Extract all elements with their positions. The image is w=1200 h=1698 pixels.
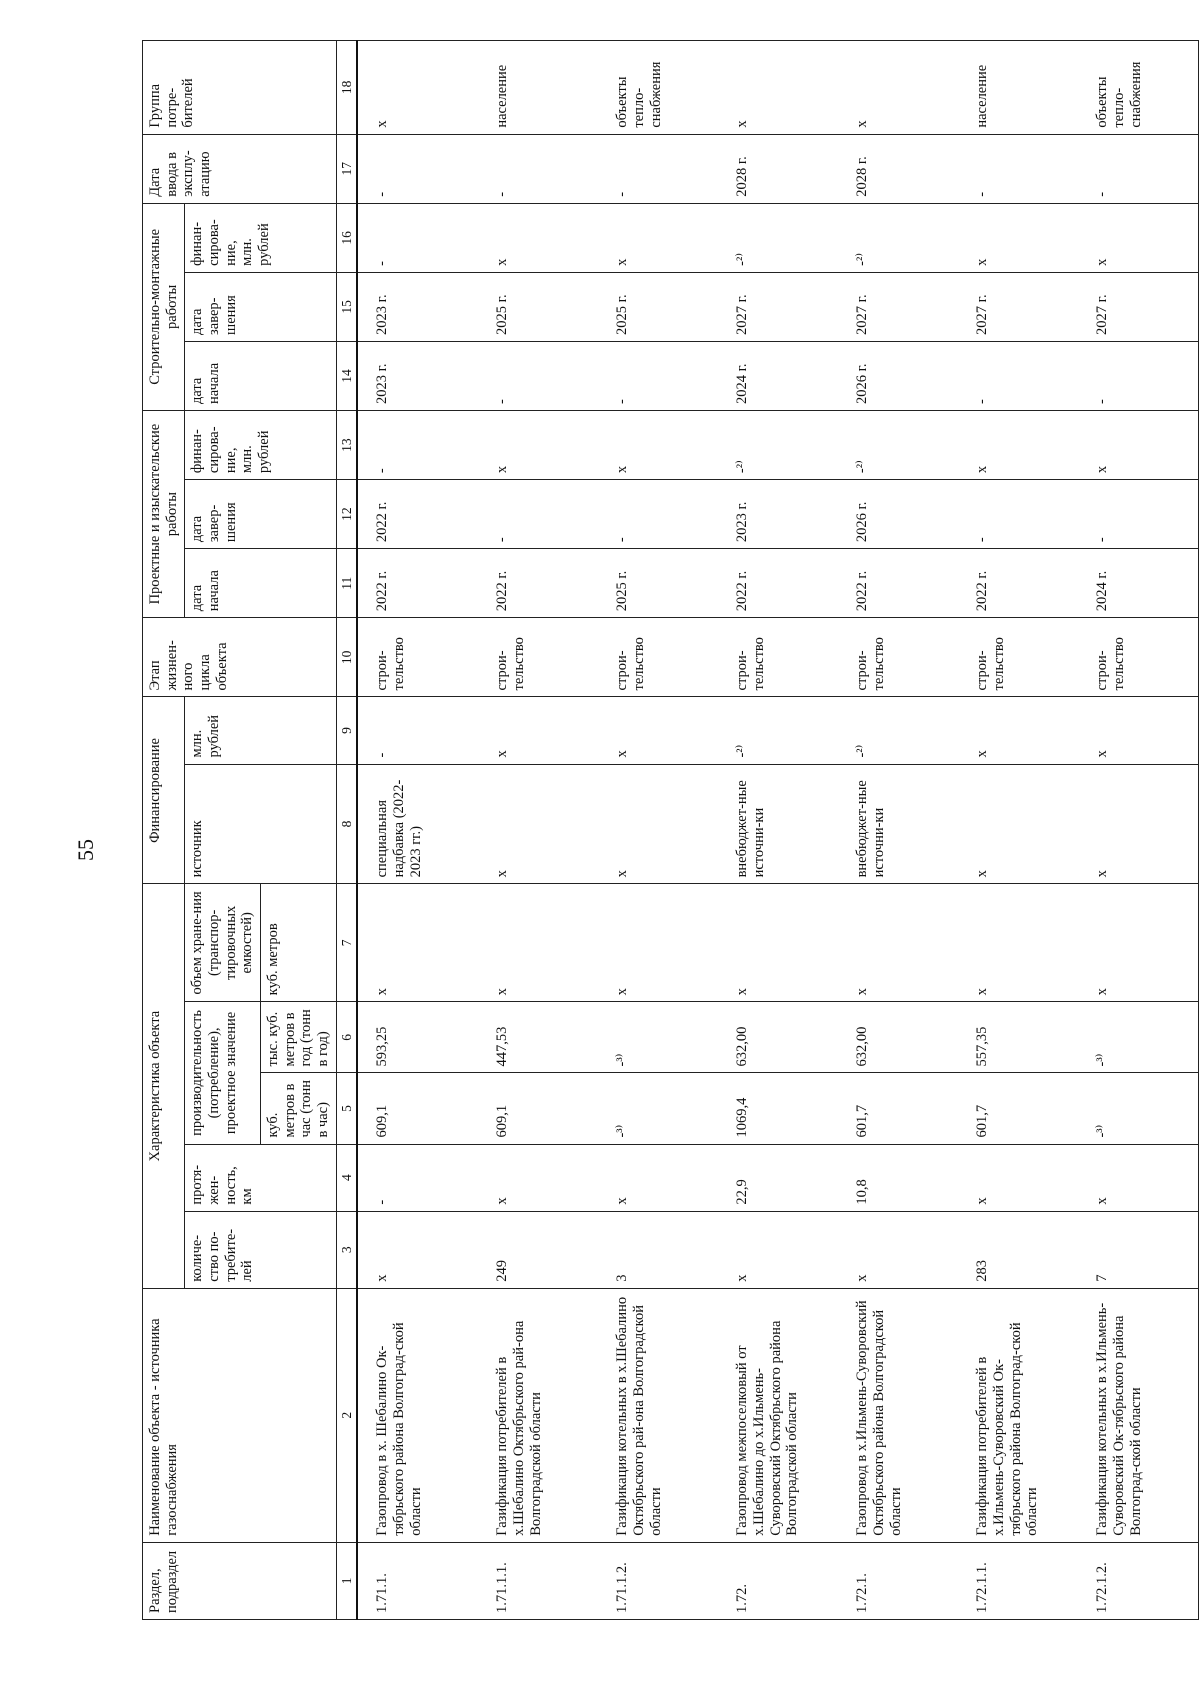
column-number: 13 — [336, 411, 357, 480]
lifecycle-cell: строи-тельство — [598, 618, 718, 697]
construction-start-cell: - — [478, 341, 598, 410]
name-cell: Газификация котельных в х.Шебалино Октябрьского рай-она Волгоградской области — [598, 1288, 718, 1542]
name-cell: Газопровод межпоселковый от х.Шебалино до х.Ильмень-Суворовский Октябрьского района Волгоградской области — [718, 1288, 838, 1542]
length-cell: - — [357, 1144, 478, 1211]
name-cell: Газификация потребителей в х.Шебалино Октябрьского рай-она Волгоградской области — [478, 1288, 598, 1542]
section-cell: 1.72. — [718, 1542, 838, 1619]
commissioning-cell: 2028 г. — [718, 134, 838, 203]
table-row — [838, 41, 958, 1620]
construction-start-cell: 2026 г. — [838, 341, 958, 410]
header-lifecycle: Этап жизнен-ного цикла объекта — [143, 618, 337, 697]
section-cell: 1.71.1.2. — [598, 1542, 718, 1619]
capacity-hour-cell: 601,7 — [838, 1073, 958, 1144]
name-cell: Газопровод в х. Шебалино Ок-тябрьского района Волгоград-ской области — [357, 1288, 478, 1542]
column-number: 1 — [336, 1542, 357, 1619]
design-start-cell: 2025 г. — [598, 549, 718, 618]
design-end-cell: 2026 г. — [838, 480, 958, 549]
design-start-cell: 2022 г. — [958, 549, 1078, 618]
column-number: 2 — [336, 1288, 357, 1542]
header-consumer-group: Группа потре-бителей — [143, 41, 337, 135]
column-number: 12 — [336, 480, 357, 549]
storage-cell: х — [958, 884, 1078, 1002]
construction-funding-cell: х — [958, 203, 1078, 272]
consumer-group-cell: х — [838, 41, 958, 135]
section-cell: 1.71.1. — [357, 1542, 478, 1619]
header-design-works: Проектные и изыскательские работы — [143, 411, 185, 618]
consumer-group-cell: население — [958, 41, 1078, 135]
design-funding-cell: - — [357, 411, 478, 480]
design-funding-cell: х — [598, 411, 718, 480]
lifecycle-cell: строи-тельство — [357, 618, 478, 697]
fin-source-cell: х — [478, 764, 598, 884]
storage-cell: х — [838, 884, 958, 1002]
fin-amount-cell: -²⁾ — [838, 697, 958, 764]
table-container — [142, 40, 1144, 1620]
construction-end-cell: 2023 г. — [357, 272, 478, 341]
fin-source-cell: х — [958, 764, 1078, 884]
construction-start-cell: - — [598, 341, 718, 410]
commissioning-cell: 2028 г. — [838, 134, 958, 203]
capacity-hour-cell: -³⁾ — [598, 1073, 718, 1144]
header-construction-funding: финан-сирова-ние, млн. рублей — [185, 203, 336, 272]
storage-cell: х — [357, 884, 478, 1002]
header-section: Раздел, подраздел — [143, 1542, 337, 1619]
consumers-cell: 3 — [598, 1211, 718, 1288]
storage-cell: х — [1078, 884, 1199, 1002]
length-cell: х — [478, 1144, 598, 1211]
header-storage: объем хране-ния (транспор-тировочных емкостей) — [185, 884, 261, 1002]
column-number: 15 — [336, 272, 357, 341]
commissioning-cell: - — [357, 134, 478, 203]
consumers-cell: х — [718, 1211, 838, 1288]
consumer-group-cell: х — [357, 41, 478, 135]
fin-amount-cell: -²⁾ — [718, 697, 838, 764]
lifecycle-cell: строи-тельство — [838, 618, 958, 697]
construction-funding-cell: х — [598, 203, 718, 272]
length-cell: х — [958, 1144, 1078, 1211]
column-number: 18 — [336, 41, 357, 135]
column-number-row — [336, 41, 357, 1620]
capacity-hour-cell: 1069,4 — [718, 1073, 838, 1144]
fin-source-cell: специальная надбавка (2022-2023 гг.) — [357, 764, 478, 884]
column-number: 9 — [336, 697, 357, 764]
capacity-year-cell: 593,25 — [357, 1002, 478, 1073]
column-number: 11 — [336, 549, 357, 618]
consumers-cell: 283 — [958, 1211, 1078, 1288]
column-number: 7 — [336, 884, 357, 1002]
section-cell: 1.72.1.2. — [1078, 1542, 1199, 1619]
design-funding-cell: х — [478, 411, 598, 480]
header-capacity-year: тыс. куб. метров в год (тонн в год) — [261, 1002, 337, 1073]
design-end-cell: - — [1078, 480, 1199, 549]
header-capacity: производительность (потребление), проектное значение — [185, 1002, 261, 1144]
header-consumers-count: количе-ство по-требите-лей — [185, 1211, 336, 1288]
header-commissioning: Дата ввода в эксплу-атацию — [143, 134, 337, 203]
capacity-hour-cell: 601,7 — [958, 1073, 1078, 1144]
construction-start-cell: 2023 г. — [357, 341, 478, 410]
length-cell: х — [598, 1144, 718, 1211]
construction-funding-cell: -²⁾ — [838, 203, 958, 272]
table-row — [1078, 41, 1199, 1620]
construction-funding-cell: -²⁾ — [718, 203, 838, 272]
column-number: 16 — [336, 203, 357, 272]
column-number: 14 — [336, 341, 357, 410]
lifecycle-cell: строи-тельство — [958, 618, 1078, 697]
consumers-cell: 249 — [478, 1211, 598, 1288]
header-name: Наименование объекта - источника газоснабжения — [143, 1288, 337, 1542]
name-cell: Газификация потребителей в х.Ильмень-Суворовский Ок-тябрьского района Волгоград-ской области — [958, 1288, 1078, 1542]
header-construction-start: дата начала — [185, 341, 336, 410]
column-number: 6 — [336, 1002, 357, 1073]
design-start-cell: 2022 г. — [718, 549, 838, 618]
design-end-cell: - — [598, 480, 718, 549]
header-fin-source: источник — [185, 764, 336, 884]
table-body — [357, 41, 1199, 1620]
construction-end-cell: 2025 г. — [598, 272, 718, 341]
table-row — [357, 41, 478, 1620]
construction-end-cell: 2027 г. — [718, 272, 838, 341]
fin-amount-cell: х — [598, 697, 718, 764]
length-cell: х — [1078, 1144, 1199, 1211]
design-end-cell: 2023 г. — [718, 480, 838, 549]
header-design-start: дата начала — [185, 549, 336, 618]
table-row — [718, 41, 838, 1620]
fin-amount-cell: - — [357, 697, 478, 764]
commissioning-cell: - — [478, 134, 598, 203]
column-number: 17 — [336, 134, 357, 203]
design-end-cell: - — [958, 480, 1078, 549]
table-row — [958, 41, 1078, 1620]
construction-end-cell: 2025 г. — [478, 272, 598, 341]
design-funding-cell: -²⁾ — [718, 411, 838, 480]
lifecycle-cell: строи-тельство — [718, 618, 838, 697]
header-length: протя-жен-ность, км — [185, 1144, 336, 1211]
header-capacity-hour: куб. метров в час (тонн в час) — [261, 1073, 337, 1144]
header-construction-end: дата завер-шения — [185, 272, 336, 341]
capacity-hour-cell: 609,1 — [357, 1073, 478, 1144]
construction-funding-cell: х — [1078, 203, 1199, 272]
column-number: 8 — [336, 764, 357, 884]
capacity-year-cell: -³⁾ — [1078, 1002, 1199, 1073]
fin-source-cell: внебюджет-ные источни-ки — [838, 764, 958, 884]
fin-amount-cell: х — [478, 697, 598, 764]
capacity-hour-cell: 609,1 — [478, 1073, 598, 1144]
capacity-year-cell: 447,53 — [478, 1002, 598, 1073]
fin-amount-cell: х — [958, 697, 1078, 764]
construction-start-cell: - — [958, 341, 1078, 410]
column-number: 4 — [336, 1144, 357, 1211]
fin-source-cell: х — [598, 764, 718, 884]
design-start-cell: 2022 г. — [357, 549, 478, 618]
column-number: 5 — [336, 1073, 357, 1144]
fin-source-cell: х — [1078, 764, 1199, 884]
header-characteristics: Характеристика объекта — [143, 884, 185, 1288]
capacity-year-cell: -³⁾ — [598, 1002, 718, 1073]
consumer-group-cell: объекты тепло-снабжения — [1078, 41, 1199, 135]
storage-cell: х — [718, 884, 838, 1002]
capacity-year-cell: 632,00 — [718, 1002, 838, 1073]
design-start-cell: 2024 г. — [1078, 549, 1199, 618]
section-cell: 1.72.1. — [838, 1542, 958, 1619]
consumers-cell: 7 — [1078, 1211, 1199, 1288]
design-end-cell: - — [478, 480, 598, 549]
storage-cell: х — [478, 884, 598, 1002]
header-fin-amount: млн. рублей — [185, 697, 336, 764]
capacity-hour-cell: -³⁾ — [1078, 1073, 1199, 1144]
construction-end-cell: 2027 г. — [1078, 272, 1199, 341]
capacity-year-cell: 632,00 — [838, 1002, 958, 1073]
construction-start-cell: - — [1078, 341, 1199, 410]
design-funding-cell: -²⁾ — [838, 411, 958, 480]
commissioning-cell: - — [1078, 134, 1199, 203]
name-cell: Газификация котельных в х.Ильмень-Суворовский Ок-тябрьского района Волгоград-ской области — [1078, 1288, 1199, 1542]
header-construction-works: Строительно-монтажные работы — [143, 203, 185, 410]
commissioning-cell: - — [598, 134, 718, 203]
capacity-year-cell: 557,35 — [958, 1002, 1078, 1073]
consumers-cell: х — [357, 1211, 478, 1288]
gas-supply-table — [142, 40, 1199, 1620]
fin-source-cell: внебюджет-ные источни-ки — [718, 764, 838, 884]
design-end-cell: 2022 г. — [357, 480, 478, 549]
column-number: 10 — [336, 618, 357, 697]
length-cell: 22,9 — [718, 1144, 838, 1211]
storage-cell: х — [598, 884, 718, 1002]
table-row — [598, 41, 718, 1620]
fin-amount-cell: х — [1078, 697, 1199, 764]
construction-end-cell: 2027 г. — [958, 272, 1078, 341]
header-financing: Финансирование — [143, 697, 185, 884]
section-cell: 1.72.1.1. — [958, 1542, 1078, 1619]
design-funding-cell: х — [958, 411, 1078, 480]
design-start-cell: 2022 г. — [838, 549, 958, 618]
construction-end-cell: 2027 г. — [838, 272, 958, 341]
consumer-group-cell: объекты тепло-снабжения — [598, 41, 718, 135]
table-row — [478, 41, 598, 1620]
design-start-cell: 2022 г. — [478, 549, 598, 618]
header-storage-unit: куб. метров — [261, 884, 337, 1002]
construction-funding-cell: х — [478, 203, 598, 272]
lifecycle-cell: строи-тельство — [478, 618, 598, 697]
consumer-group-cell: х — [718, 41, 838, 135]
length-cell: 10,8 — [838, 1144, 958, 1211]
construction-funding-cell: - — [357, 203, 478, 272]
commissioning-cell: - — [958, 134, 1078, 203]
column-number: 3 — [336, 1211, 357, 1288]
consumers-cell: х — [838, 1211, 958, 1288]
construction-start-cell: 2024 г. — [718, 341, 838, 410]
section-cell: 1.71.1.1. — [478, 1542, 598, 1619]
page-number: 55 — [73, 839, 98, 861]
name-cell: Газопровод в х.Ильмень-Суворовский Октябрьского района Волгоградской области — [838, 1288, 958, 1542]
header-design-end: дата завер-шения — [185, 480, 336, 549]
header-design-funding: финан-сирова-ние, млн. рублей — [185, 411, 336, 480]
lifecycle-cell: строи-тельство — [1078, 618, 1199, 697]
design-funding-cell: х — [1078, 411, 1199, 480]
consumer-group-cell: население — [478, 41, 598, 135]
